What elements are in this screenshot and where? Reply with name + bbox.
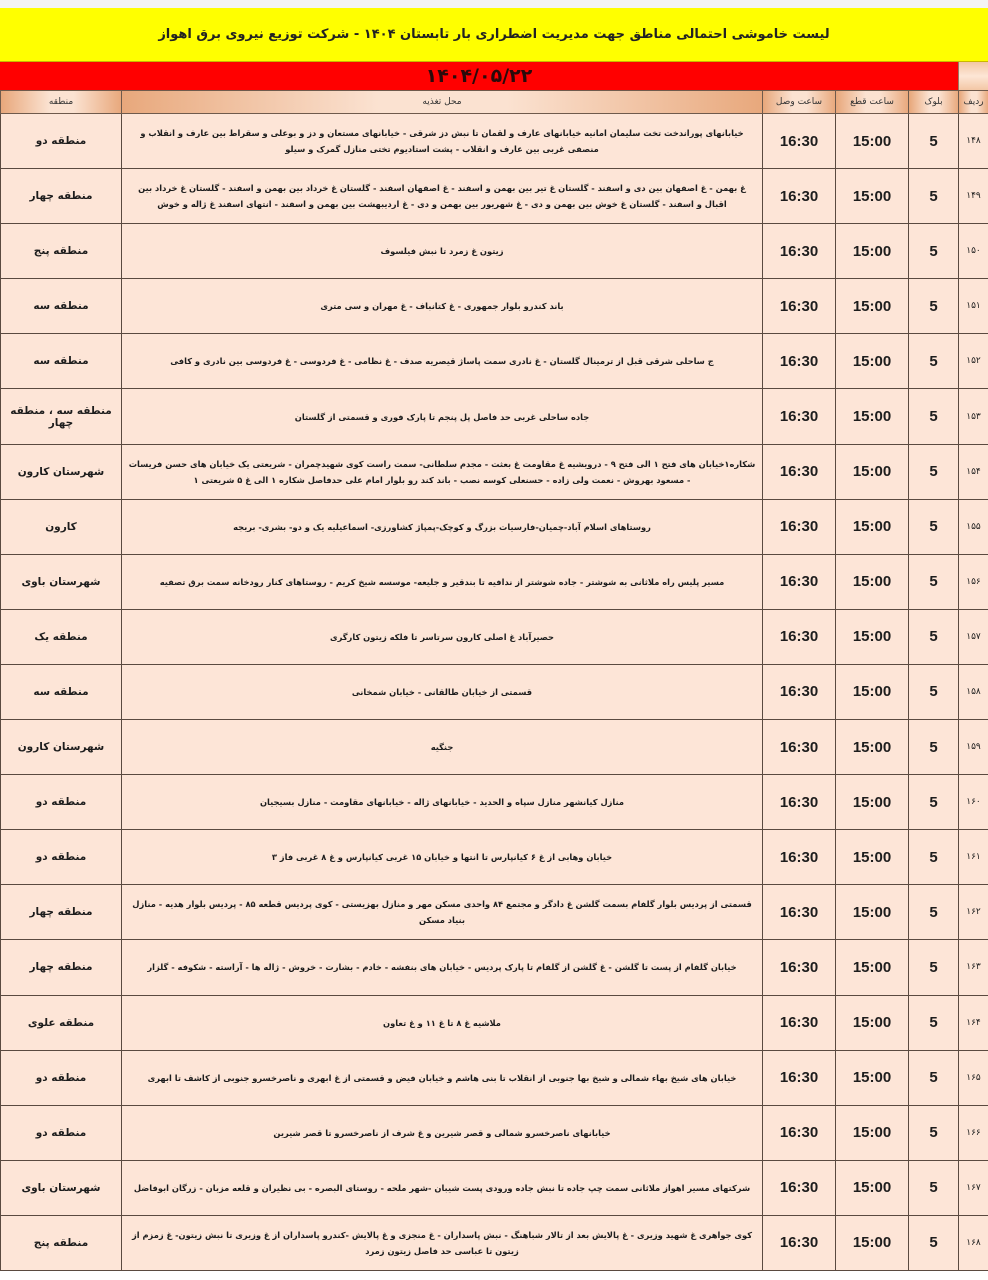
- area-cell: منطقه علوی: [1, 995, 122, 1050]
- table-row: [1, 1215, 988, 1270]
- block-cell: 5: [909, 279, 959, 334]
- restore-time-cell: 16:30: [763, 664, 836, 719]
- row-number-cell: ۱۶۷: [959, 1160, 988, 1215]
- column-header-area: منطقه: [1, 91, 122, 114]
- block-cell: 5: [909, 995, 959, 1050]
- area-cell: منطقه دو: [1, 775, 122, 830]
- restore-time-cell: 16:30: [763, 114, 836, 169]
- block-cell: 5: [909, 1160, 959, 1215]
- block-cell: 5: [909, 1105, 959, 1160]
- row-number-cell: ۱۶۰: [959, 775, 988, 830]
- row-number-cell: ۱۵۵: [959, 499, 988, 554]
- block-cell: 5: [909, 169, 959, 224]
- row-number-cell: ۱۶۵: [959, 1050, 988, 1105]
- restore-time-cell: 16:30: [763, 830, 836, 885]
- row-number-cell: ۱۶۸: [959, 1215, 988, 1270]
- location-cell: خیابان وهابی از غ ۶ کیانپارس تا انتها و خیابان ۱۵ غربی کیانپارس و غ ۸ غربی فاز ۳: [122, 830, 763, 885]
- block-cell: 5: [909, 334, 959, 389]
- row-number-cell: ۱۵۹: [959, 720, 988, 775]
- restore-time-cell: 16:30: [763, 940, 836, 995]
- restore-time-cell: 16:30: [763, 995, 836, 1050]
- table-row: [1, 609, 988, 664]
- block-cell: 5: [909, 885, 959, 940]
- area-cell: منطقه سه: [1, 334, 122, 389]
- row-number-cell: ۱۶۳: [959, 940, 988, 995]
- restore-time-cell: 16:30: [763, 1215, 836, 1270]
- area-cell: منطقه سه: [1, 664, 122, 719]
- restore-time-cell: 16:30: [763, 334, 836, 389]
- cut-time-cell: 15:00: [836, 1215, 909, 1270]
- row-number-cell: ۱۵۴: [959, 444, 988, 499]
- block-cell: 5: [909, 389, 959, 444]
- area-cell: منطقه دو: [1, 1050, 122, 1105]
- block-cell: 5: [909, 224, 959, 279]
- location-cell: روستاهای اسلام آباد-چمیان-فارسیات بزرگ و کوچک-پمپاژ کشاورزی- اسماعیلیه یک و دو- بشری- بریجه: [122, 499, 763, 554]
- row-number-cell: ۱۶۲: [959, 885, 988, 940]
- cut-time-cell: 15:00: [836, 1105, 909, 1160]
- location-cell: کوی جواهری غ شهید وزیری - غ پالایش بعد از تالار شباهنگ - نبش پاسداران - غ منجزی و غ پالایش -کندرو پاسداران از غ وزیری تا نبش زیتون- غ زمزم از زیتون تا عباسی حد فاصل زیتون زمرد: [122, 1215, 763, 1270]
- table-row: [1, 830, 988, 885]
- restore-time-cell: 16:30: [763, 885, 836, 940]
- location-cell: خیابان های شیخ بهاء شمالی و شیخ بها جنوبی از انقلاب تا بنی هاشم و خیابان فیض و قسمتی از غ ابهری و ناصرخسرو جنوبی از کاشف تا ابهری: [122, 1050, 763, 1105]
- cut-time-cell: 15:00: [836, 830, 909, 885]
- row-number-cell: ۱۵۰: [959, 224, 988, 279]
- document-title: لیست خاموشی احتمالی مناطق جهت مدیریت اضطراری بار تابستان ۱۴۰۴ - شرکت توزیع نیروی برق اهواز: [158, 27, 830, 42]
- cut-time-cell: 15:00: [836, 995, 909, 1050]
- location-cell: ج ساحلی شرقی قبل از ترمینال گلستان - غ نادری سمت پاساژ قیصریه صدف - غ نظامی - غ فردوسی - غ فردوسی بین نادری و کافی: [122, 334, 763, 389]
- area-cell: منطقه سه: [1, 279, 122, 334]
- column-header-location: محل تغذیه: [122, 91, 763, 114]
- restore-time-cell: 16:30: [763, 775, 836, 830]
- cut-time-cell: 15:00: [836, 1160, 909, 1215]
- restore-time-cell: 16:30: [763, 554, 836, 609]
- cut-time-cell: 15:00: [836, 334, 909, 389]
- area-cell: منطقه پنج: [1, 1215, 122, 1270]
- location-cell: جاده ساحلی غربی حد فاصل پل پنجم تا پارک فوری و قسمتی از گلستان: [122, 389, 763, 444]
- restore-time-cell: 16:30: [763, 389, 836, 444]
- corner-cell: [958, 62, 988, 90]
- table-row: [1, 720, 988, 775]
- block-cell: 5: [909, 609, 959, 664]
- table-row: [1, 940, 988, 995]
- column-header-block: بلوک: [909, 91, 959, 114]
- row-number-cell: ۱۵۶: [959, 554, 988, 609]
- location-cell: ملاشیه غ ۸ تا غ ۱۱ و غ تعاون: [122, 995, 763, 1050]
- block-cell: 5: [909, 554, 959, 609]
- row-number-cell: ۱۴۹: [959, 169, 988, 224]
- table-row: [1, 1160, 988, 1215]
- restore-time-cell: 16:30: [763, 1160, 836, 1215]
- column-header-cut-time: ساعت قطع: [836, 91, 909, 114]
- area-cell: منطقه دو: [1, 1105, 122, 1160]
- row-number-cell: ۱۶۶: [959, 1105, 988, 1160]
- cut-time-cell: 15:00: [836, 609, 909, 664]
- cut-time-cell: 15:00: [836, 1050, 909, 1105]
- cut-time-cell: 15:00: [836, 279, 909, 334]
- row-number-cell: ۱۴۸: [959, 114, 988, 169]
- block-cell: 5: [909, 444, 959, 499]
- area-cell: منطقه چهار: [1, 940, 122, 995]
- cut-time-cell: 15:00: [836, 720, 909, 775]
- column-header-row: ردیف: [959, 91, 988, 114]
- cut-time-cell: 15:00: [836, 885, 909, 940]
- restore-time-cell: 16:30: [763, 609, 836, 664]
- table-row: [1, 279, 988, 334]
- location-cell: حصیرآباد غ اصلی کارون سرتاسر تا فلکه زیتون کارگری: [122, 609, 763, 664]
- location-cell: منازل کیانشهر منازل سپاه و الحدید - خیابانهای ژاله - خیابانهای مقاومت - منازل بسیجیان: [122, 775, 763, 830]
- row-number-cell: ۱۶۱: [959, 830, 988, 885]
- row-number-cell: ۱۵۱: [959, 279, 988, 334]
- location-cell: قسمتی از پردیس بلوار گلفام بسمت گلشن غ دادگر و مجتمع ۸۴ واحدی مسکن مهر و منازل بهزیستی - کوی پردیس قطعه ۸۵ - پردیس بلوار هدیه - منازل بنیاد مسکن: [122, 885, 763, 940]
- location-cell: خیابان گلفام از پست تا گلشن - غ گلشن از گلفام تا پارک پردیس - خیابان های بنفشه - خادم - بشارت - خروش - ژاله ها - آراسته - شکوفه - گلزار: [122, 940, 763, 995]
- table-row: [1, 1105, 988, 1160]
- location-cell: مسیر پلیس راه ملاثانی به شوشتر - جاده شوشتر از ندافیه تا بندقیر و جلیعه- موسسه شیخ کریم - روستاهای کنار رودخانه سمت برق تصفیه: [122, 554, 763, 609]
- table-row: [1, 1050, 988, 1105]
- cut-time-cell: 15:00: [836, 940, 909, 995]
- location-cell: غ بهمن - غ اصفهان بین دی و اسفند - گلستان غ تیر بین بهمن و اسفند - غ اصفهان اسفند - گلستان غ خرداد بین بهمن و اسفند - گلستان غ خرداد بین اقبال و اسفند - گلستان غ خوش بین بهمن و دی - غ شهریور بین بهمن و دی - غ اردیبهشت بین بهمن و اسفند - انتهای اسفند غ ژاله و خوش: [122, 169, 763, 224]
- area-cell: منطقه یک: [1, 609, 122, 664]
- cut-time-cell: 15:00: [836, 169, 909, 224]
- area-cell: منطقه پنج: [1, 224, 122, 279]
- restore-time-cell: 16:30: [763, 1105, 836, 1160]
- cut-time-cell: 15:00: [836, 444, 909, 499]
- restore-time-cell: 16:30: [763, 444, 836, 499]
- block-cell: 5: [909, 1050, 959, 1105]
- block-cell: 5: [909, 1215, 959, 1270]
- location-cell: باند کندرو بلوار جمهوری - غ کتانباف - غ مهران و سی متری: [122, 279, 763, 334]
- table-row: [1, 995, 988, 1050]
- block-cell: 5: [909, 830, 959, 885]
- table-row: [1, 169, 988, 224]
- cut-time-cell: 15:00: [836, 224, 909, 279]
- table-row: [1, 224, 988, 279]
- row-number-cell: ۱۵۸: [959, 664, 988, 719]
- location-cell: زیتون غ زمرد تا نبش فیلسوف: [122, 224, 763, 279]
- location-cell: شرکتهای مسیر اهواز ملاثانی سمت چپ جاده تا نبش جاده ورودی پست شیبان -شهر ملحه - روستای البصره - بی نظیران و قلعه مزبان - زرگان ابوفاضل: [122, 1160, 763, 1215]
- area-cell: شهرستان باوی: [1, 554, 122, 609]
- restore-time-cell: 16:30: [763, 169, 836, 224]
- table-row: [1, 334, 988, 389]
- restore-time-cell: 16:30: [763, 1050, 836, 1105]
- location-cell: خیابانهای ناصرخسرو شمالی و قصر شیرین و غ شرف از ناصرخسرو تا قصر شیرین: [122, 1105, 763, 1160]
- location-cell: جنگیه: [122, 720, 763, 775]
- table-row: [1, 389, 988, 444]
- top-strip: [0, 0, 988, 8]
- outage-table: [0, 90, 988, 1271]
- location-cell: خیابانهای پوراندخت تخت سلیمان امانیه خیابانهای عارف و لقمان تا نبش دز شرقی - خیابانهای مستعان و دز و بوعلی و سقراط بین عارف و انقلاب و منصفی غربی بین عارف و انقلاب - پشت استادیوم تختی منازل گمرک و سیلو: [122, 114, 763, 169]
- area-cell: کارون: [1, 499, 122, 554]
- cut-time-cell: 15:00: [836, 499, 909, 554]
- date-label: ۱۴۰۴/۰۵/۲۲: [425, 65, 533, 87]
- table-row: [1, 114, 988, 169]
- table-row: [1, 775, 988, 830]
- block-cell: 5: [909, 940, 959, 995]
- cut-time-cell: 15:00: [836, 775, 909, 830]
- restore-time-cell: 16:30: [763, 499, 836, 554]
- table-header-row: [1, 91, 988, 114]
- area-cell: منطقه سه ، منطقه چهار: [1, 389, 122, 444]
- block-cell: 5: [909, 664, 959, 719]
- row-number-cell: ۱۵۲: [959, 334, 988, 389]
- area-cell: منطقه چهار: [1, 169, 122, 224]
- area-cell: منطقه دو: [1, 114, 122, 169]
- title-banner: [0, 8, 988, 62]
- column-header-restore-time: ساعت وصل: [763, 91, 836, 114]
- table-row: [1, 664, 988, 719]
- restore-time-cell: 16:30: [763, 720, 836, 775]
- table-row: [1, 499, 988, 554]
- table-row: [1, 444, 988, 499]
- cut-time-cell: 15:00: [836, 389, 909, 444]
- restore-time-cell: 16:30: [763, 224, 836, 279]
- area-cell: شهرستان باوی: [1, 1160, 122, 1215]
- block-cell: 5: [909, 720, 959, 775]
- area-cell: شهرستان کارون: [1, 444, 122, 499]
- restore-time-cell: 16:30: [763, 279, 836, 334]
- table-row: [1, 885, 988, 940]
- cut-time-cell: 15:00: [836, 664, 909, 719]
- area-cell: منطقه دو: [1, 830, 122, 885]
- cut-time-cell: 15:00: [836, 554, 909, 609]
- cut-time-cell: 15:00: [836, 114, 909, 169]
- table-row: [1, 554, 988, 609]
- block-cell: 5: [909, 114, 959, 169]
- row-number-cell: ۱۶۴: [959, 995, 988, 1050]
- location-cell: قسمتی از خیابان طالقانی - خیابان شمخانی: [122, 664, 763, 719]
- area-cell: شهرستان کارون: [1, 720, 122, 775]
- block-cell: 5: [909, 499, 959, 554]
- location-cell: شکاره۱خیابان های فتح ۱ الی فتح ۹ - درویشیه غ مقاومت غ بعثت - مجدم سلطانی- سمت راست کوی شهیدچمران - شریعتی یک خیابان های حسن فریسات - مسعود بهروش - نعمت ولی زاده - حسنعلی کوسه نصب - باند کند رو بلوار امام علی حدفاصل شکاره ۱ الی غ ۵ شریعتی ۱: [122, 444, 763, 499]
- row-number-cell: ۱۵۷: [959, 609, 988, 664]
- area-cell: منطقه چهار: [1, 885, 122, 940]
- date-banner: [0, 62, 958, 90]
- block-cell: 5: [909, 775, 959, 830]
- row-number-cell: ۱۵۳: [959, 389, 988, 444]
